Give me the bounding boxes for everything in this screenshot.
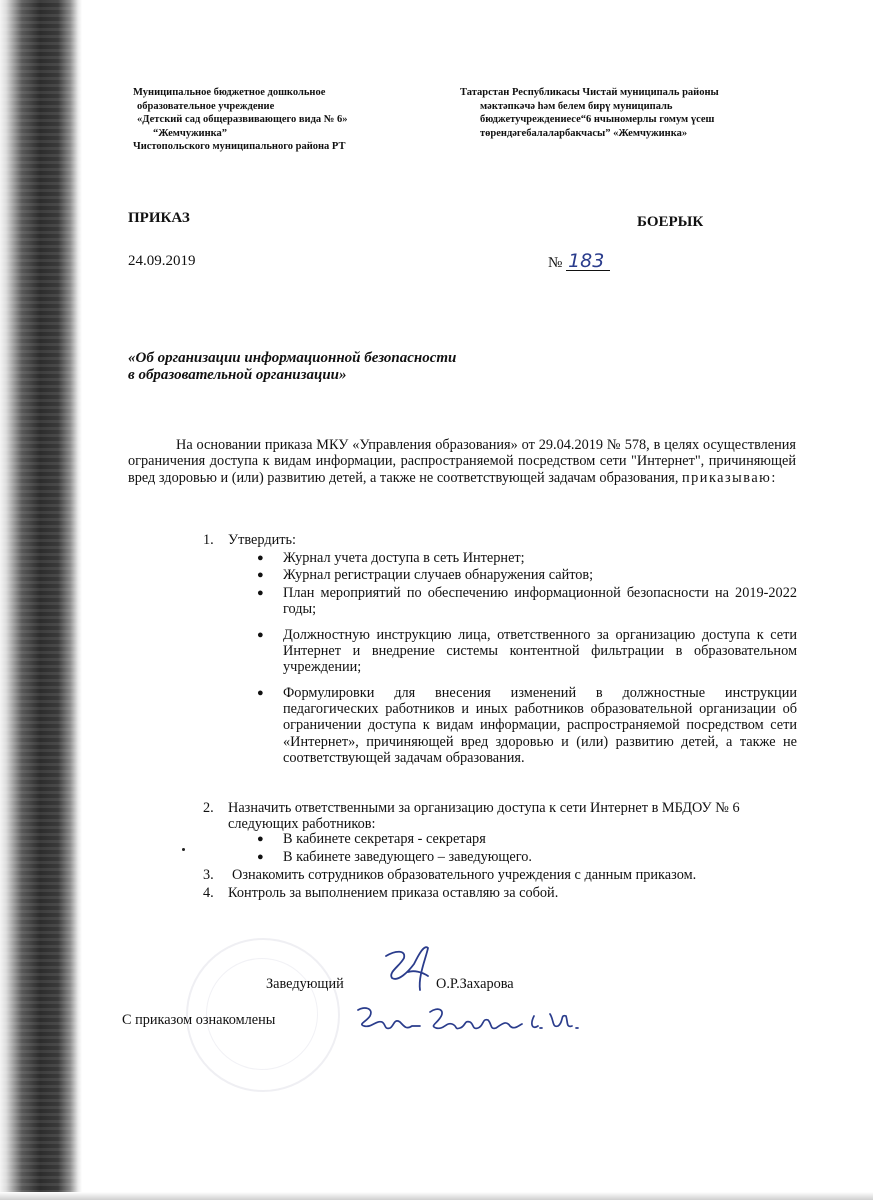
document-title-tt: БОЕРЫК	[637, 214, 704, 230]
bullet-icon: ●	[257, 552, 264, 564]
bullet-icon: ●	[257, 587, 264, 599]
bullet-text: Должностную инструкцию лица, ответственного за организацию доступа к сети Интернет и внедрение системы контентной фильтрации в образовательном учреждении;	[283, 627, 797, 676]
item-number: 1.	[203, 532, 214, 548]
scan-shadow-edge	[0, 0, 82, 1200]
item-number: 2.	[203, 800, 214, 816]
header-right-line: төрендәгебалаларбакчасы” «Жемчужинка»	[480, 127, 688, 139]
bullet-text: Журнал учета доступа в сеть Интернет;	[283, 550, 525, 566]
item-text: Утвердить:	[228, 532, 297, 548]
bullet-icon: ●	[257, 629, 264, 641]
bullet-text: Журнал регистрации случаев обнаружения сайтов;	[283, 567, 594, 583]
scan-speck	[182, 848, 185, 851]
signature-name: О.Р.Захарова	[436, 976, 514, 992]
header-right-block	[460, 86, 719, 140]
command-word: приказываю:	[682, 469, 777, 486]
document-subject	[128, 350, 456, 384]
header-right-line: мәктәпкәчә һәм белем бирү муниципаль	[480, 100, 673, 112]
bullet-icon: ●	[257, 569, 264, 581]
bullet-text: План мероприятий по обеспечению информационной безопасности на 2019-2022 годы;	[283, 585, 797, 618]
header-left-block	[133, 86, 347, 154]
item-text: Контроль за выполнением приказа оставляю за собой.	[228, 885, 559, 901]
director-signature	[378, 942, 438, 996]
signature-position: Заведующий	[266, 976, 344, 992]
item-text: Назначить ответственными за организацию доступа к сети Интернет в МБДОУ № 6	[228, 800, 740, 816]
header-left-line: Чистопольского муниципального района РТ	[133, 141, 346, 152]
header-right-line: бюджетучреждениесе“6 нчыномерлы гомум үсеш	[480, 114, 715, 125]
subject-line: «Об организации информационной безопасности	[128, 350, 457, 366]
document-title-ru: ПРИКАЗ	[128, 210, 190, 226]
employee-handwritten-signature	[354, 1000, 594, 1040]
header-left-line: образовательное учреждение	[137, 100, 275, 112]
bullet-text: В кабинете заведующего – заведующего.	[283, 849, 533, 865]
subject-line: в образовательной организации»	[128, 367, 347, 383]
item-number: 3.	[203, 867, 214, 883]
number-label: №	[548, 255, 563, 271]
acknowledged-label: С приказом ознакомлены	[122, 1012, 276, 1028]
bullet-icon: ●	[257, 687, 264, 699]
item-text: следующих работников:	[228, 816, 376, 832]
preamble-paragraph	[128, 437, 796, 486]
bullet-text: Формулировки для внесения изменений в должностные инструкции педагогических работников и иных работников образовательной организации об ограничении доступа к видам информации, распространяемой посредством сети «Интернет», причиняющей вред здоровью и (или) развитию детей, а также не соответствующей задачам образования.	[283, 685, 797, 766]
bullet-icon: ●	[257, 851, 264, 863]
header-left-line: Муниципальное бюджетное дошкольное	[133, 87, 326, 98]
document-number	[548, 252, 610, 272]
header-right-line: Татарстан Республикасы Чистай муниципаль районы	[460, 87, 719, 98]
list-item	[203, 800, 803, 834]
document-date: 24.09.2019	[128, 253, 196, 269]
bullet-text: В кабинете секретаря - секретаря	[283, 831, 486, 847]
header-left-line: «Детский сад общеразвивающего вида № 6»	[137, 114, 348, 125]
bullet-icon: ●	[257, 833, 264, 845]
scan-shadow-bottom	[0, 1192, 873, 1200]
item-number: 4.	[203, 885, 214, 901]
preamble-text: На основании приказа МКУ «Управления образования» от 29.04.2019 № 578, в целях осуществления ограничения доступа к видам информации, распространяемой посредством сети "Интернет", причиняющей вред здоровью и (или) развитию детей, а также не соответствующей задачам образования,	[128, 437, 796, 486]
header-left-line: “Жемчужинка”	[153, 127, 228, 139]
item-text: Ознакомить сотрудников образовательного учреждения с данным приказом.	[232, 867, 697, 883]
number-handwritten: 183	[566, 252, 610, 271]
